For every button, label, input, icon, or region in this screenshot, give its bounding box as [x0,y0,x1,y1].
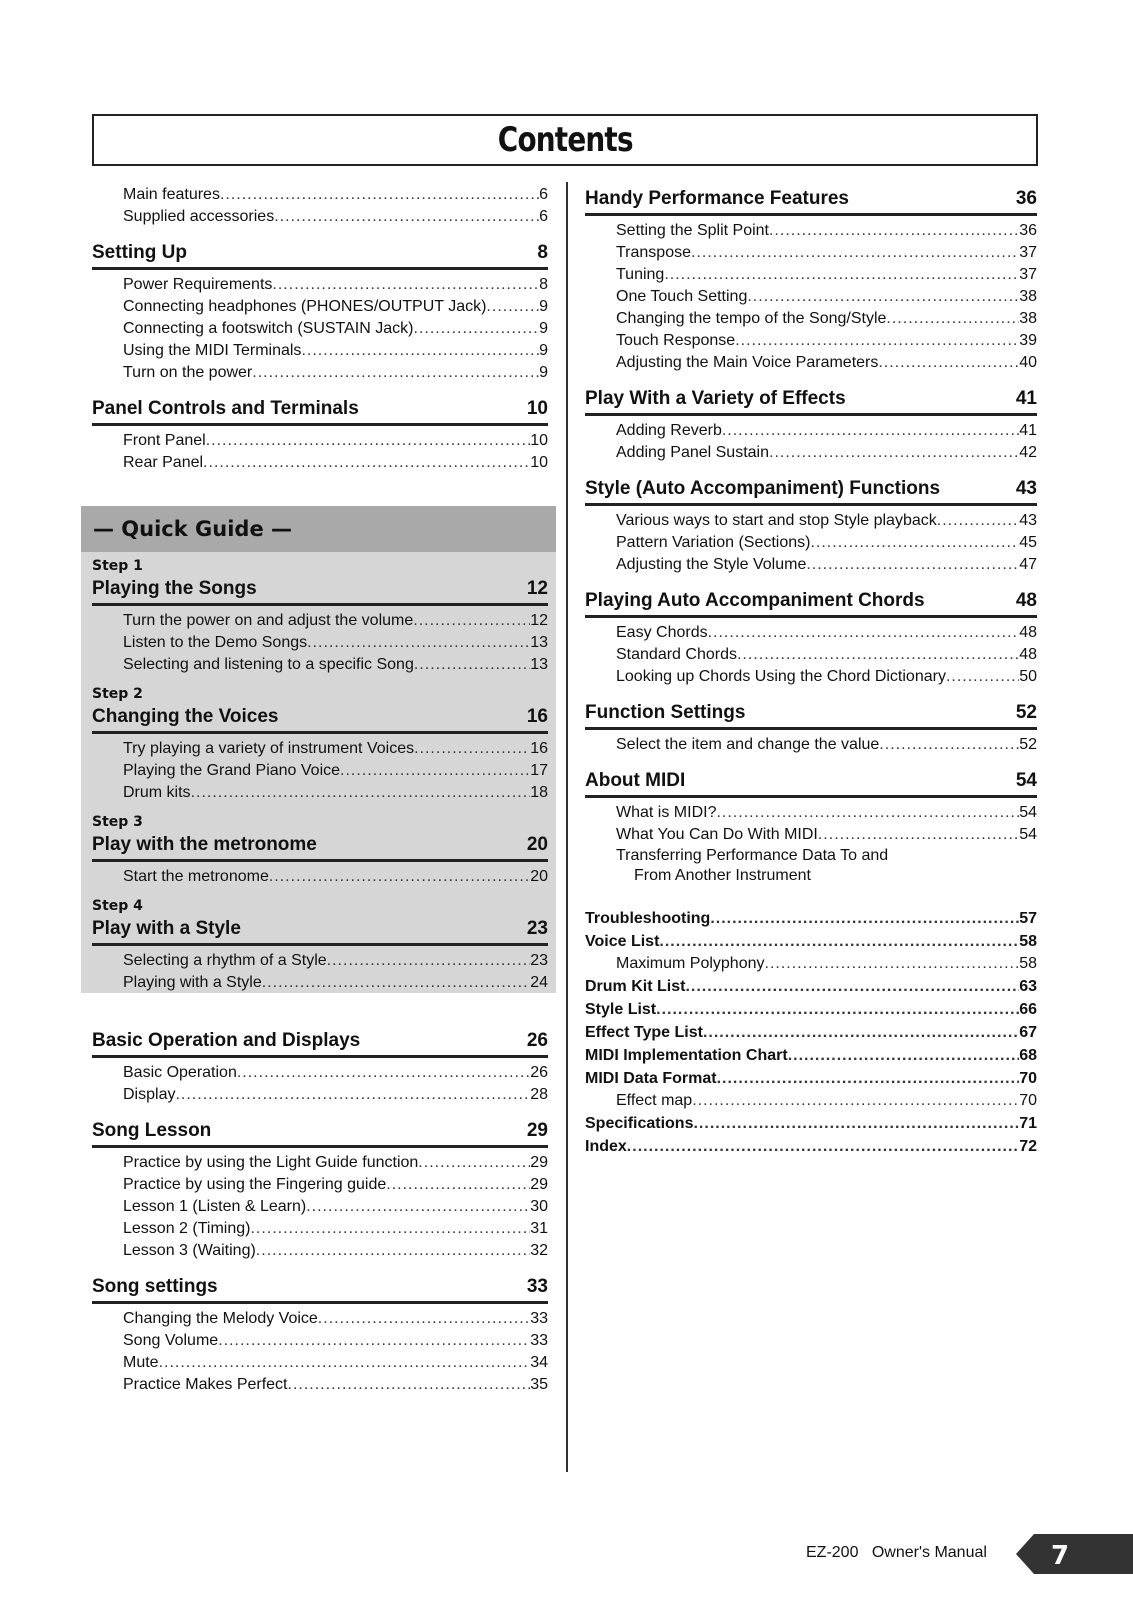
toc-entry[interactable]: Power Requirements ..... 8 [123,274,548,296]
toc-entry[interactable]: Tuning ..... 37 [616,264,1037,286]
toc-entry[interactable]: Mute ..... 34 [123,1352,548,1374]
quick-guide-title: — Quick Guide — [81,506,556,552]
toc-entry[interactable]: Main features ..... 6 [123,184,548,206]
reference-subentry-polyphony[interactable]: Maximum Polyphony ..... 58 [585,953,1037,975]
toc-entry[interactable]: Front Panel ..... 10 [123,430,548,452]
toc-entry[interactable]: What You Can Do With MIDI ..... 54 [616,824,1037,846]
section-heading-style-functions[interactable]: Style (Auto Accompaniment) Functions 43 [585,474,1037,506]
section-heading-function-settings[interactable]: Function Settings 52 [585,698,1037,730]
section-heading-metronome[interactable]: Play with the metronome 20 [92,830,548,862]
toc-entry[interactable]: Playing with a Style ..... 24 [123,972,548,994]
toc-entry[interactable]: Selecting and listening to a specific Song ..... 13 [123,654,548,676]
toc-entry[interactable]: Adding Panel Sustain ..... 42 [616,442,1037,464]
toc-entry[interactable]: Pattern Variation (Sections) ..... 45 [616,532,1037,554]
toc-entry[interactable]: Listen to the Demo Songs ..... 13 [123,632,548,654]
toc-entry[interactable]: Supplied accessories ..... 6 [123,206,548,228]
toc-entry[interactable]: Changing the tempo of the Song/Style ..... 38 [616,308,1037,330]
step-label: Step 3 [92,814,143,830]
toc-entry[interactable]: Standard Chords ..... 48 [616,644,1037,666]
toc-entry[interactable]: Turn the power on and adjust the volume ..... 12 [123,610,548,632]
toc-entry[interactable]: Start the metronome ..... 20 [123,866,548,888]
section-heading-about-midi[interactable]: About MIDI 54 [585,766,1037,798]
reference-entry-midi-chart[interactable]: MIDI Implementation Chart ..... 68 [585,1044,1037,1067]
toc-entry[interactable]: Adjusting the Style Volume ..... 47 [616,554,1037,576]
reference-list [585,907,1037,1158]
section-heading-handy-performance[interactable]: Handy Performance Features 36 [585,184,1037,216]
step-label: Step 4 [92,898,143,914]
reference-entry-specifications[interactable]: Specifications ..... 71 [585,1112,1037,1135]
toc-entry[interactable]: Song Volume ..... 33 [123,1330,548,1352]
section-heading-basic-operation[interactable]: Basic Operation and Displays 26 [92,1026,548,1058]
toc-entry[interactable]: Turn on the power ..... 9 [123,362,548,384]
reference-entry-drum-kit-list[interactable]: Drum Kit List ..... 63 [585,975,1037,998]
quick-guide-panel [81,506,556,993]
toc-entry[interactable]: Basic Operation ..... 26 [123,1062,548,1084]
toc-entry[interactable]: Setting the Split Point ..... 36 [616,220,1037,242]
toc-entry[interactable]: Connecting headphones (PHONES/OUTPUT Jack) ..... 9 [123,296,548,318]
reference-entry-style-list[interactable]: Style List ..... 66 [585,998,1037,1021]
footer-text [806,1544,987,1562]
model-name: EZ-200 [806,1544,859,1561]
toc-entry[interactable]: Looking up Chords Using the Chord Dictionary ..... 50 [616,666,1037,688]
toc-entry[interactable]: Practice by using the Fingering guide ..... 29 [123,1174,548,1196]
toc-entry[interactable]: Adjusting the Main Voice Parameters ..... 40 [616,352,1037,374]
toc-entry[interactable]: Easy Chords ..... 48 [616,622,1037,644]
toc-entry[interactable]: Connecting a footswitch (SUSTAIN Jack) ..... 9 [123,318,548,340]
reference-entry-midi-data-format[interactable]: MIDI Data Format ..... 70 [585,1067,1037,1090]
toc-entry[interactable]: Practice by using the Light Guide function ..... 29 [123,1152,548,1174]
contents-title-box [92,114,1038,166]
toc-entry[interactable]: Lesson 2 (Timing) ..... 31 [123,1218,548,1240]
reference-entry-troubleshooting[interactable]: Troubleshooting ..... 57 [585,907,1037,930]
toc-entry[interactable]: What is MIDI? ..... 54 [616,802,1037,824]
section-heading-changing-voices[interactable]: Changing the Voices 16 [92,702,548,734]
toc-entry[interactable]: One Touch Setting ..... 38 [616,286,1037,308]
toc-entry[interactable]: Transpose ..... 37 [616,242,1037,264]
page-number-tab [1016,1534,1133,1574]
right-column [585,184,1037,888]
section-heading-song-lesson[interactable]: Song Lesson 29 [92,1116,548,1148]
setting-up-entries [92,270,548,384]
section-heading-chords[interactable]: Playing Auto Accompaniment Chords 48 [585,586,1037,618]
toc-entry[interactable]: Display ..... 28 [123,1084,548,1106]
left-column-upper [92,184,548,474]
toc-entry[interactable]: Transferring Performance Data To and From Another Instrument ..... [616,846,1037,888]
step-label: Step 2 [92,686,143,702]
left-column-lower [92,1026,548,1396]
toc-entry[interactable]: Try playing a variety of instrument Voices ..... 16 [123,738,548,760]
toc-entry[interactable]: Various ways to start and stop Style playback ..... 43 [616,510,1037,532]
column-divider [566,182,568,1472]
toc-entry[interactable]: Using the MIDI Terminals ..... 9 [123,340,548,362]
toc-entry[interactable]: Rear Panel ..... 10 [123,452,548,474]
toc-entry[interactable]: Select the item and change the value ..... 52 [616,734,1037,756]
reference-entry-effect-type-list[interactable]: Effect Type List ..... 67 [585,1021,1037,1044]
section-heading-playing-songs[interactable]: Playing the Songs 12 [92,574,548,606]
toc-entry[interactable]: Playing the Grand Piano Voice ..... 17 [123,760,548,782]
page-number: 7 [1051,1541,1070,1571]
toc-entry[interactable]: Selecting a rhythm of a Style ..... 23 [123,950,548,972]
step-label: Step 1 [92,558,143,574]
reference-entry-voice-list[interactable]: Voice List ..... 58 [585,930,1037,953]
section-heading-panel-controls[interactable]: Panel Controls and Terminals 10 [92,394,548,426]
section-heading-setting-up[interactable]: Setting Up 8 [92,238,548,270]
reference-entry-index[interactable]: Index ..... 72 [585,1135,1037,1158]
section-heading-song-settings[interactable]: Song settings 33 [92,1272,548,1304]
toc-entry[interactable]: Adding Reverb ..... 41 [616,420,1037,442]
toc-entry[interactable]: Touch Response ..... 39 [616,330,1037,352]
toc-entry[interactable]: Practice Makes Perfect ..... 35 [123,1374,548,1396]
toc-entry[interactable]: Drum kits ..... 18 [123,782,548,804]
toc-entry[interactable]: Changing the Melody Voice ..... 33 [123,1308,548,1330]
section-heading-effects[interactable]: Play With a Variety of Effects 41 [585,384,1037,416]
panel-controls-entries [92,426,548,474]
manual-name: Owner's Manual [871,1544,987,1561]
toc-entry[interactable]: Lesson 1 (Listen & Learn) ..... 30 [123,1196,548,1218]
toc-entry[interactable]: Lesson 3 (Waiting) ..... 32 [123,1240,548,1262]
section-heading-play-style[interactable]: Play with a Style 23 [92,914,548,946]
reference-subentry-effect-map[interactable]: Effect map ..... 70 [585,1090,1037,1112]
intro-entries [92,184,548,228]
page-title: Contents [497,120,633,160]
